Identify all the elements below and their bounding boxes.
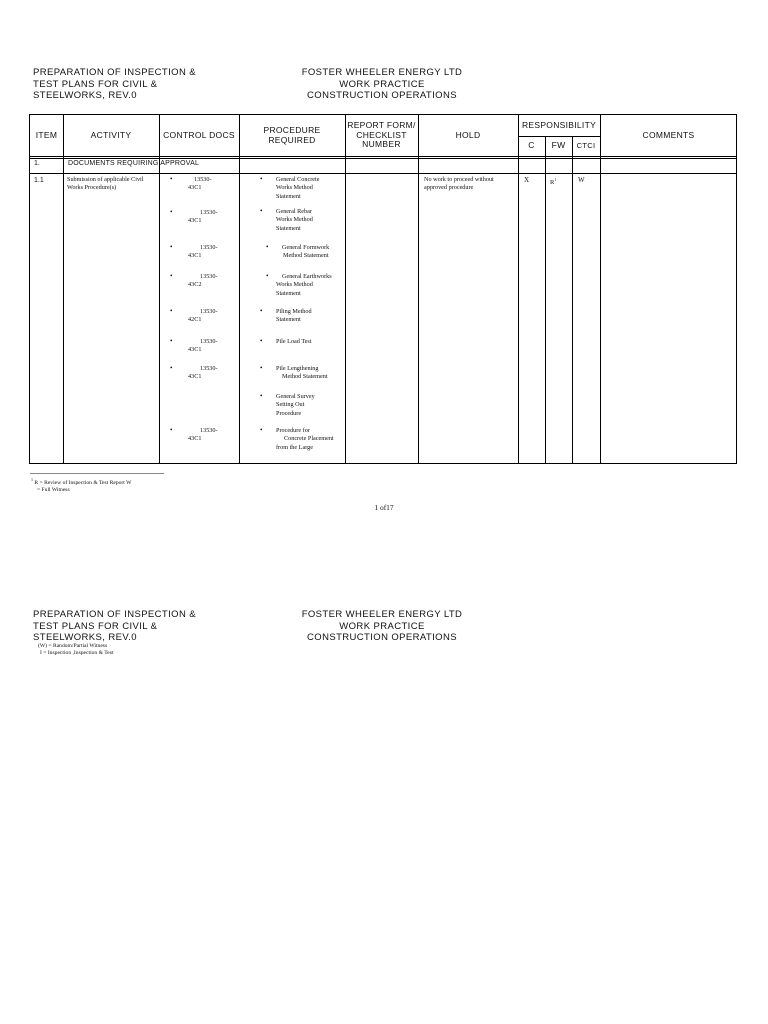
department: CONSTRUCTION OPERATIONS <box>307 632 457 643</box>
inspection-test-plan-table <box>29 114 737 464</box>
control-doc-item: • 13530- 43C1 <box>170 426 218 443</box>
doc-type: WORK PRACTICE <box>339 78 425 90</box>
footnote-divider <box>30 473 164 474</box>
header-activity: ACTIVITY <box>90 129 132 140</box>
doc-type: WORK PRACTICE <box>339 620 425 632</box>
row-resp-fw: $R^1$ <box>550 177 557 187</box>
control-doc-item: • 13530- 43C1 <box>170 243 218 260</box>
title-line: STEELWORKS, REV.0 <box>33 90 137 101</box>
legend-notes <box>38 643 114 657</box>
header-responsibility: RESPONSIBILITY <box>521 119 597 130</box>
header-resp-fw: FW <box>551 140 566 151</box>
procedure-item: • Piling Method Statement <box>260 307 312 324</box>
header-control-docs: CONTROL DOCS <box>163 129 235 140</box>
procedure-item: • General Concrete Works Method Statement <box>260 175 320 200</box>
document-title-left <box>33 67 196 102</box>
control-doc-item: • 13530- 43C2 <box>170 272 218 289</box>
row-resp-ctci: W <box>578 176 585 184</box>
row-resp-c: X <box>524 176 530 184</box>
company-header <box>270 67 494 102</box>
title-line: TEST PLANS FOR CIVIL & <box>33 78 158 90</box>
title-line: STEELWORKS, REV.0 <box>33 632 137 643</box>
control-doc-item: • 13530- 42C1 <box>170 307 218 324</box>
department: CONSTRUCTION OPERATIONS <box>307 90 457 101</box>
activity-line: Submission of applicable Civil <box>67 176 144 183</box>
header-comments: COMMENTS <box>642 129 695 140</box>
procedure-item: • Procedure for Concrete Placement from the Large <box>260 426 334 451</box>
procedure-item: • General Earthworks Works Method Statement <box>266 272 332 297</box>
header-resp-ctci: CTCI <box>576 141 596 151</box>
header-hold: HOLD <box>455 129 481 140</box>
procedure-item: • General Rebar Works Method Statement <box>260 207 313 232</box>
procedure-item: • General Survey Setting Out Procedure <box>260 392 315 417</box>
document-title-left-page2 <box>33 609 196 644</box>
section-number: 1. <box>34 160 40 167</box>
control-doc-item: • 13530- 43C1 <box>170 337 218 354</box>
company-name: FOSTER WHEELER ENERGY LTD <box>301 67 463 78</box>
hold-line: approved procedure <box>424 183 474 191</box>
row-hold <box>424 176 516 191</box>
company-name: FOSTER WHEELER ENERGY LTD <box>301 609 463 620</box>
legend-note: I = Inspection ,Inspection & Test <box>40 650 114 656</box>
control-doc-item: • 13530- 43C1 <box>170 364 218 381</box>
header-report-form-line: CHECKLIST <box>356 129 407 140</box>
header-report-form <box>345 115 418 156</box>
footnote: $^1$ R = Review of Inspection & Test Report W = Full Witness <box>31 477 132 493</box>
legend-note: (W) = Random/Partial Witness <box>38 643 108 649</box>
control-doc-item: • 13530- 43C1 <box>170 175 212 192</box>
procedure-item: • Pile Lengthening Method Statement <box>260 364 328 381</box>
hold-line: No work to proceed without <box>424 176 494 183</box>
control-doc-item: • 13530- 43C1 <box>170 208 218 225</box>
title-line: PREPARATION OF INSPECTION & <box>33 67 196 78</box>
page-number: 1 of17 <box>374 503 394 512</box>
procedure-item: • Pile Load Test <box>260 337 312 345</box>
row-item-number: 1.1 <box>34 177 44 184</box>
header-resp-c: C <box>528 140 535 151</box>
activity-line: Works Procedure(s) <box>67 183 117 191</box>
title-line: PREPARATION OF INSPECTION & <box>33 609 196 620</box>
section-title: DOCUMENTS REQUIRING APPROVAL <box>68 160 200 167</box>
company-header-page2 <box>270 609 494 644</box>
header-procedure-required: PROCEDURE REQUIRED <box>263 125 321 145</box>
header-item: ITEM <box>35 129 58 140</box>
row-activity <box>67 176 157 191</box>
header-report-form-line: NUMBER <box>362 139 401 150</box>
header-report-form-line: REPORT FORM/ <box>347 120 416 131</box>
procedure-item: • General Formwork Method Statement <box>266 243 330 260</box>
title-line: TEST PLANS FOR CIVIL & <box>33 620 158 632</box>
